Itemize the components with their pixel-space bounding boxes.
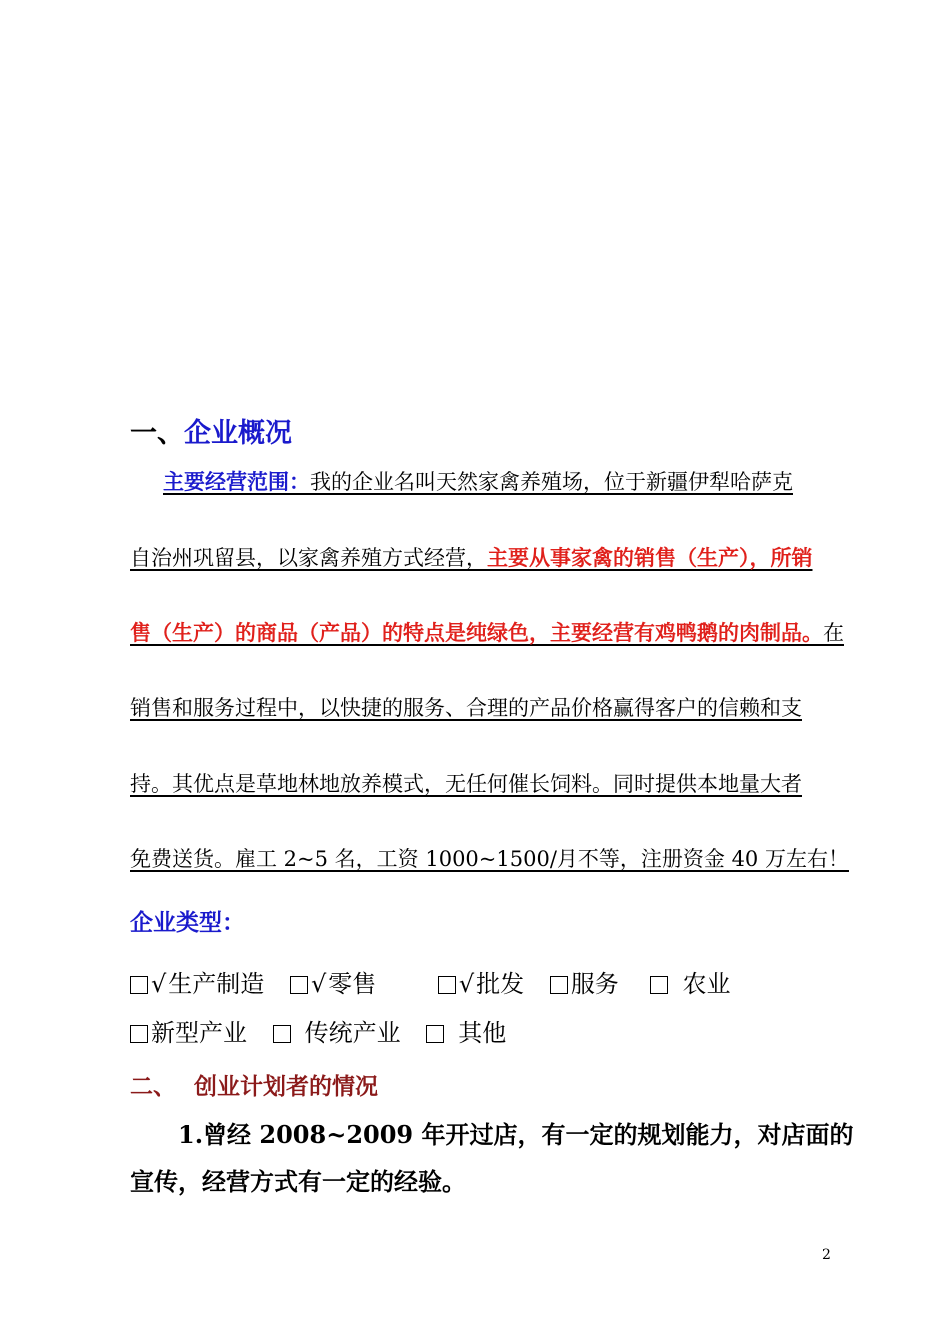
option-label: 服务 xyxy=(570,970,619,998)
checkbox[interactable] xyxy=(650,976,668,994)
text-span: 在 xyxy=(823,621,844,645)
option-manufacturing[interactable] xyxy=(130,968,264,1000)
option-new-industry[interactable] xyxy=(130,1017,247,1049)
check-mark: √ xyxy=(151,970,167,998)
paragraph-line: 销售和服务过程中，以快捷的服务、合理的产品价格赢得客户的信赖和支 xyxy=(130,696,802,720)
section-heading-founder xyxy=(130,1068,378,1101)
option-label: 零售 xyxy=(328,970,377,998)
option-label: 生产制造 xyxy=(168,970,265,998)
experience-line: 1.曾经 2008~2009 年开过店，有一定的规划能力，对店面的 xyxy=(178,1120,854,1149)
enterprise-type-heading: 企业类型： xyxy=(130,909,245,936)
option-label: 批发 xyxy=(476,970,525,998)
business-scope-label: 主要经营范围： xyxy=(163,469,310,494)
option-label: 传统产业 xyxy=(304,1019,401,1047)
section-title: 创业计划者的情况 xyxy=(194,1073,378,1100)
checkbox[interactable] xyxy=(290,976,308,994)
option-agriculture[interactable] xyxy=(650,968,730,1000)
option-label: 其他 xyxy=(458,1019,507,1047)
enterprise-type-options-row xyxy=(130,968,748,1000)
option-label: 农业 xyxy=(682,970,731,998)
checkbox[interactable] xyxy=(130,976,148,994)
checkbox[interactable] xyxy=(550,976,568,994)
highlight-text: 主要从事家禽的销售（生产），所销 xyxy=(487,545,813,570)
option-other[interactable] xyxy=(426,1017,506,1049)
section-heading-overview xyxy=(130,416,292,452)
experience-line: 宣传，经营方式有一定的经验。 xyxy=(130,1167,466,1196)
paragraph-line xyxy=(130,618,844,648)
page-number: 2 xyxy=(822,1247,831,1263)
checkbox[interactable] xyxy=(438,976,456,994)
paragraph-line xyxy=(130,543,834,573)
section-number: 一、 xyxy=(130,418,184,449)
check-mark: √ xyxy=(458,970,475,998)
option-traditional-industry[interactable] xyxy=(273,1017,401,1049)
text-span: 我的企业名叫天然家禽养殖场，位于新疆伊犁哈萨克 xyxy=(310,470,793,494)
check-mark: √ xyxy=(310,970,327,998)
checkbox[interactable] xyxy=(273,1025,291,1043)
highlight-text: 售（生产）的商品（产品）的特点是纯绿色，主要经营有鸡鸭鹅的肉制品。 xyxy=(130,620,823,645)
enterprise-type-options-row xyxy=(130,1017,524,1049)
option-wholesale[interactable] xyxy=(438,968,524,1000)
option-label: 新型产业 xyxy=(151,1019,247,1047)
paragraph-line: 持。其优点是草地林地放养模式，无任何催长饲料。同时提供本地量大者 xyxy=(130,772,802,796)
section-title: 企业概况 xyxy=(184,418,292,449)
checkbox[interactable] xyxy=(426,1025,444,1043)
text-span: 自治州巩留县，以家禽养殖方式经营， xyxy=(130,546,487,570)
checkbox[interactable] xyxy=(130,1025,148,1043)
option-retail[interactable] xyxy=(290,968,376,1000)
section-number: 二、 xyxy=(130,1073,176,1100)
option-service[interactable] xyxy=(550,968,619,1000)
paragraph-line: 免费送货。雇工 2~5 名，工资 1000~1500/月不等，注册资金 40 万左右！ xyxy=(130,847,849,871)
paragraph-line xyxy=(130,467,834,497)
